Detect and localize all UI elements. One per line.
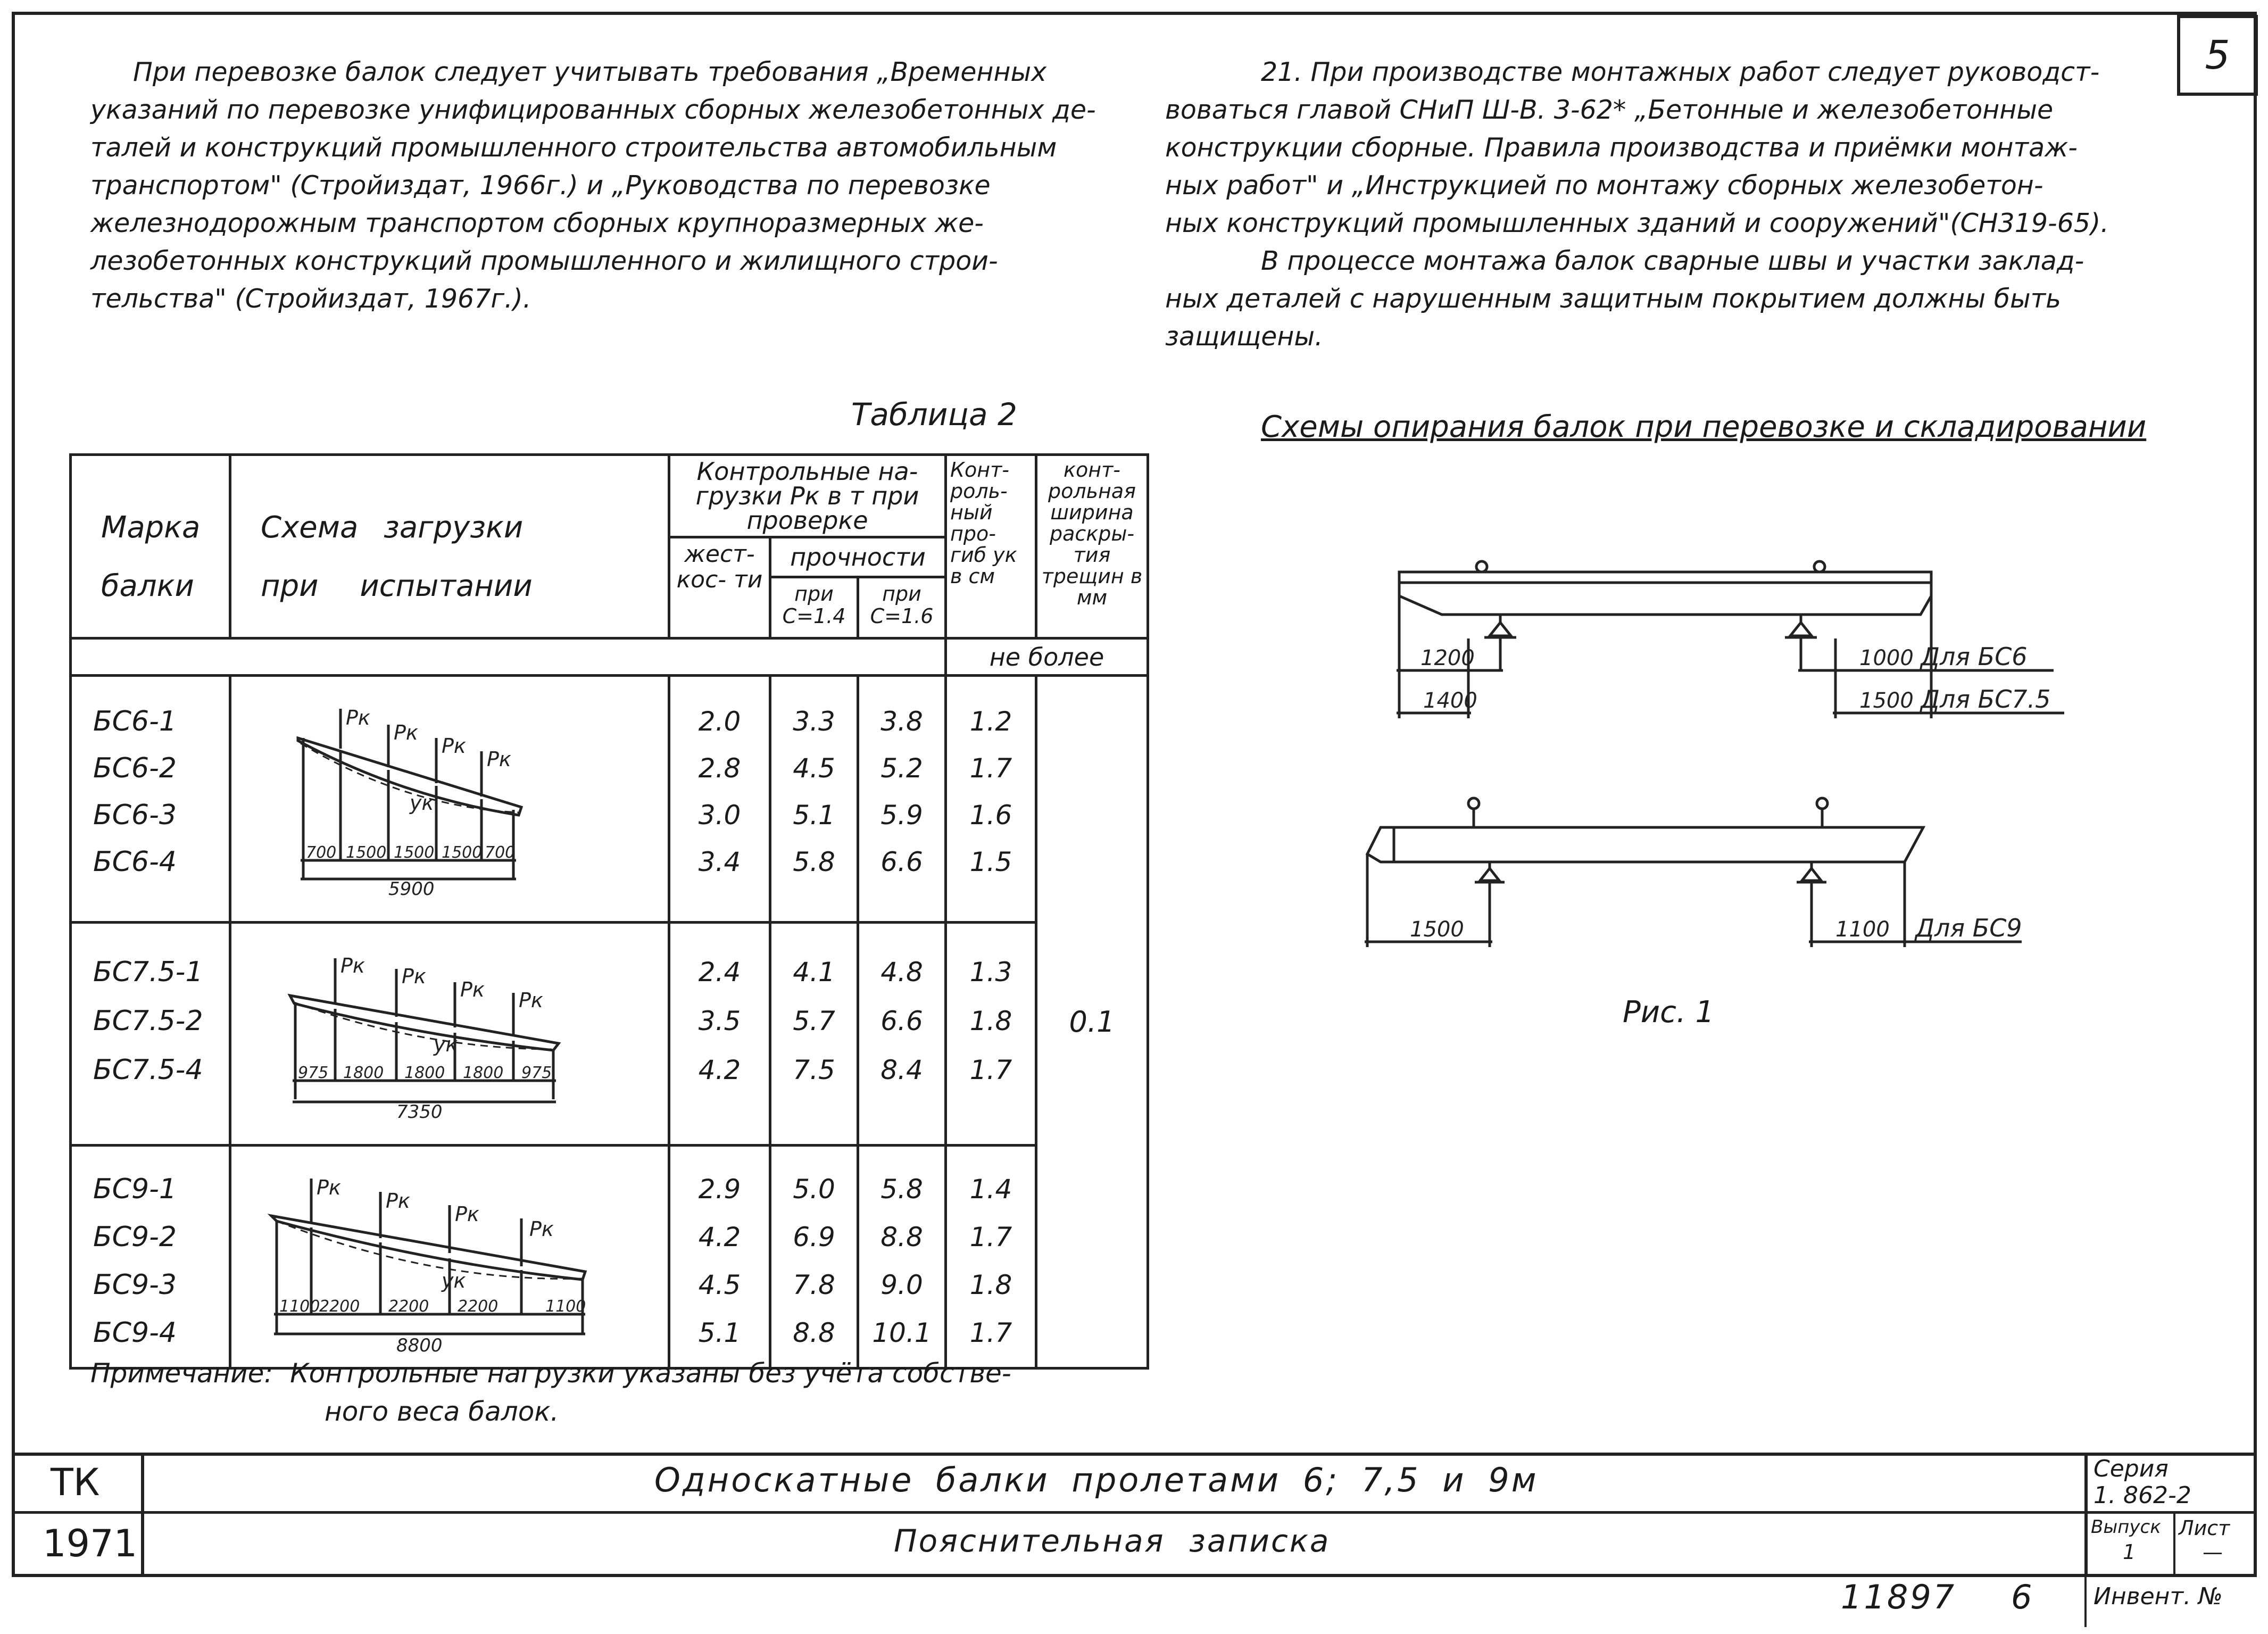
dimension: 1200: [1420, 646, 1475, 670]
load-label: Рк: [487, 748, 511, 771]
total-dim: 7350: [396, 1101, 443, 1123]
cell-value: 1.6: [969, 800, 1012, 831]
load-label: Рк: [317, 1176, 341, 1199]
beam-mark: БС6-2: [93, 752, 177, 784]
cell-value: 1.7: [969, 753, 1012, 784]
header-c16: при С=1.6: [858, 577, 946, 638]
text-line: воваться главой СНиП Ш-В. 3-62* „Бетонные и железобетонные: [1165, 95, 2054, 125]
c16-values: [858, 923, 946, 1146]
header-crack: конт- рольная ширина раскры- тия трещин в мм: [1036, 455, 1148, 638]
load-label: Рк: [346, 706, 370, 729]
note-label: Примечание:: [90, 1358, 273, 1389]
stiffness-values: [669, 923, 770, 1146]
stiffness-values: [669, 676, 770, 923]
text-line: талей и конструкций промышленного строительства автомобильным: [90, 132, 1057, 163]
cell-value: 5.8: [880, 1174, 923, 1205]
cell-value: 5.1: [793, 800, 835, 831]
cell-value: 1.8: [969, 1270, 1012, 1300]
cell-value: 1.8: [969, 1006, 1012, 1036]
header-mark: [71, 455, 230, 638]
load-scheme: [230, 676, 669, 923]
beam-mark: БС6-1: [93, 706, 177, 737]
beam-mark: БС6-3: [93, 799, 177, 831]
cell-value: 4.1: [793, 957, 835, 988]
load-label: Рк: [442, 734, 466, 758]
series-value: 1. 862-2: [2093, 1482, 2191, 1509]
total-dim: 8800: [396, 1335, 443, 1356]
text-line: ных работ" и „Инструкцией по монтажу сборных железобетон-: [1165, 170, 2043, 201]
stamp-right-divider: [2084, 1453, 2088, 1574]
right-paragraph: [1165, 53, 2192, 355]
cell-value: 5.7: [793, 1006, 835, 1036]
cell-value: 5.0: [793, 1174, 835, 1205]
span-dim: 2200: [319, 1297, 360, 1316]
cell-value: 7.5: [793, 1055, 835, 1085]
cell-value: 7.8: [793, 1270, 835, 1300]
span-dim: 1800: [343, 1064, 384, 1082]
header-scheme: [230, 455, 669, 638]
text-line: При перевозке балок следует учитывать требования „Временных: [133, 57, 1047, 87]
header-text: Схема загрузки: [261, 510, 524, 545]
load-scheme-drawing: [231, 677, 668, 919]
load-label: Рк: [394, 721, 418, 744]
cell-value: 1.2: [969, 706, 1012, 737]
note: [90, 1354, 1011, 1431]
deflection-label: ук: [442, 1269, 466, 1292]
load-scheme-drawing: [231, 1147, 668, 1365]
text-line: тельства" (Стройиздат, 1967г.).: [90, 284, 531, 314]
span-dim: 1500: [442, 843, 483, 862]
cell-value: 2.8: [698, 753, 741, 784]
cell-value: 3.5: [698, 1006, 741, 1036]
cell-value: 3.3: [793, 706, 835, 737]
cell-value: 4.8: [880, 957, 923, 988]
stamp-org: ТК: [51, 1461, 100, 1504]
sheet-value: —: [2203, 1540, 2223, 1564]
stamp-top-line: [12, 1453, 2254, 1456]
load-label: Рк: [455, 1202, 479, 1226]
c16-values: [858, 1146, 946, 1368]
figure-caption: Рис. 1: [1623, 995, 1715, 1030]
cell-value: 3.4: [698, 847, 741, 877]
cell-value: 4.2: [698, 1055, 741, 1085]
header-deflection: Конт- роль- ный про- гиб ук в см: [946, 455, 1036, 638]
deflection-label: ук: [434, 1033, 458, 1056]
c14-values: [770, 1146, 858, 1368]
c16-values: [858, 676, 946, 923]
cell-value: 6.9: [793, 1222, 835, 1253]
cell-value: 10.1: [872, 1317, 932, 1348]
marks-cell: [71, 1146, 230, 1368]
stamp-subtitle: Пояснительная записка: [894, 1523, 1331, 1559]
left-paragraph: [90, 53, 1133, 318]
marks-cell: [71, 923, 230, 1146]
beam-mark: БС7.5-2: [93, 1005, 203, 1037]
cell-value: 5.8: [793, 847, 835, 877]
load-label: Рк: [386, 1189, 410, 1213]
stamp-issue-divider: [2173, 1511, 2175, 1574]
c14-values: [770, 676, 858, 923]
span-dim: 2200: [388, 1297, 429, 1316]
load-label: Рк: [340, 954, 365, 977]
text-line: защищены.: [1165, 321, 1323, 352]
dimension: 1100: [1835, 917, 1890, 942]
load-label: Рк: [519, 989, 543, 1012]
load-scheme: [230, 923, 669, 1146]
cell-value: 4.5: [698, 1270, 741, 1300]
marks-cell: [71, 676, 230, 923]
inv-label: Инвент. №: [2093, 1583, 2223, 1610]
sheet-label: Лист: [2179, 1516, 2230, 1540]
cell-value: 1.7: [969, 1222, 1012, 1253]
series-label: Серия: [2093, 1455, 2169, 1482]
beam-mark: БС7.5-4: [93, 1054, 203, 1086]
page-number: 5: [2177, 15, 2258, 96]
beam-label: Для БС7.5: [1921, 685, 2051, 714]
archive-sheet: 6: [2011, 1578, 2032, 1616]
beam-mark: БС6-4: [93, 846, 177, 878]
load-label: Рк: [529, 1217, 554, 1241]
beam-mark: БС9-1: [93, 1173, 177, 1205]
span-dim: 1800: [404, 1064, 445, 1082]
cell-value: 2.0: [698, 706, 741, 737]
deflection-values: [946, 676, 1036, 923]
cell-value: 1.7: [969, 1317, 1012, 1348]
header-not-more: не более: [946, 638, 1148, 676]
stiffness-values: [669, 1146, 770, 1368]
figure-title: Схемы опирания балок при перевозке и складировании: [1261, 410, 2147, 444]
text-line: 21. При производстве монтажных работ следует руководст-: [1261, 57, 2100, 87]
cell-value: 9.0: [880, 1270, 923, 1300]
text-line: указаний по перевозке унифицированных сборных железобетонных де-: [90, 95, 1096, 125]
header-control-loads: Контрольные на- грузки Рк в т при проверке: [669, 455, 946, 537]
text-line: транспортом" (Стройиздат, 1966г.) и „Руководства по перевозке: [90, 170, 991, 201]
load-label: Рк: [402, 965, 426, 988]
text-line: В процессе монтажа балок сварные швы и участки заклад-: [1261, 246, 2084, 276]
cell-value: 5.2: [880, 753, 923, 784]
header-strength: прочности: [770, 537, 946, 577]
header-text: Марка: [101, 510, 201, 545]
dimension: 1500: [1859, 689, 1914, 713]
inv-box-left: [2084, 1574, 2087, 1627]
text-line: ных деталей с нарушенным защитным покрытием должны быть: [1165, 284, 2062, 314]
header-stiffness: жест- кос- ти: [669, 537, 770, 638]
beam-mark: БС9-4: [93, 1317, 177, 1349]
cell-value: 3.0: [698, 800, 741, 831]
cell-value: 4.5: [793, 753, 835, 784]
deflection-label: ук: [410, 791, 434, 815]
span-dim: 1800: [463, 1064, 504, 1082]
note-text: ного веса балок.: [325, 1396, 559, 1427]
table-caption: Таблица 2: [851, 396, 1017, 433]
cell-value: 8.8: [793, 1317, 835, 1348]
stamp-year: 1971: [43, 1522, 138, 1565]
dimension: 1000: [1859, 646, 1914, 670]
span-dim: 700: [485, 843, 516, 862]
span-dim: 975: [298, 1064, 329, 1082]
span-dim: 1100: [545, 1297, 586, 1316]
dimension: 1400: [1423, 689, 1477, 713]
loads-table: [69, 453, 1149, 1370]
c14-values: [770, 923, 858, 1146]
issue-value: 1: [2123, 1540, 2136, 1564]
cell-value: 6.6: [880, 1006, 923, 1036]
issue-label: Выпуск: [2091, 1516, 2161, 1538]
cell-value: 1.4: [969, 1174, 1012, 1205]
span-dim: 1100: [279, 1297, 320, 1316]
text-line: конструкции сборные. Правила производства и приёмки монтаж-: [1165, 132, 2078, 163]
stamp-left-divider: [141, 1453, 144, 1574]
text-line: железнодорожным транспортом сборных крупноразмерных же-: [90, 208, 984, 238]
crack-width-value: 0.1: [1036, 676, 1148, 1368]
beam-mark: БС7.5-1: [93, 956, 203, 988]
cell-value: 8.4: [880, 1055, 923, 1085]
beam-mark: БС9-2: [93, 1221, 177, 1253]
header-text: при испытании: [261, 569, 533, 603]
cell-value: 8.8: [880, 1222, 923, 1253]
load-label: Рк: [460, 978, 485, 1001]
load-scheme-drawing: [231, 924, 668, 1142]
text-line: ных конструкций промышленных зданий и сооружений"(СН319-65).: [1165, 208, 2109, 238]
cell-value: 4.2: [698, 1222, 741, 1253]
note-text: Контрольные нагрузки указаны без учёта собстве-: [290, 1358, 1011, 1389]
text-line: лезобетонных конструкций промышленного и жилищного строи-: [90, 246, 998, 276]
archive-number: 11897: [1841, 1578, 1957, 1616]
support-schemes-drawing: [1330, 543, 2112, 1011]
stamp-title: Односкатные балки пролетами 6; 7,5 и 9м: [654, 1461, 1539, 1499]
header-text: балки: [101, 569, 194, 603]
span-dim: 1500: [394, 843, 435, 862]
span-dim: 975: [521, 1064, 552, 1082]
header-c14: при С=1.4: [770, 577, 858, 638]
beam-label: Для БС9: [1915, 914, 2022, 942]
cell-value: 1.7: [969, 1055, 1012, 1085]
span-dim: 2200: [458, 1297, 499, 1316]
cell-value: 1.5: [969, 847, 1012, 877]
beam-mark: БС9-3: [93, 1269, 177, 1301]
span-dim: 1500: [346, 843, 387, 862]
cell-value: 1.3: [969, 957, 1012, 988]
cell-value: 5.1: [698, 1317, 741, 1348]
beam-label: Для БС6: [1921, 642, 2028, 671]
deflection-values: [946, 923, 1036, 1146]
total-dim: 5900: [388, 878, 435, 900]
cell-value: 5.9: [880, 800, 923, 831]
deflection-values: [946, 1146, 1036, 1368]
stamp-mid-line: [12, 1511, 2254, 1514]
load-scheme: [230, 1146, 669, 1368]
cell-value: 2.9: [698, 1174, 741, 1205]
cell-value: 2.4: [698, 957, 741, 988]
cell-value: 6.6: [880, 847, 923, 877]
cell-value: 3.8: [880, 706, 923, 737]
dimension: 1500: [1410, 917, 1464, 942]
span-dim: 700: [306, 843, 337, 862]
